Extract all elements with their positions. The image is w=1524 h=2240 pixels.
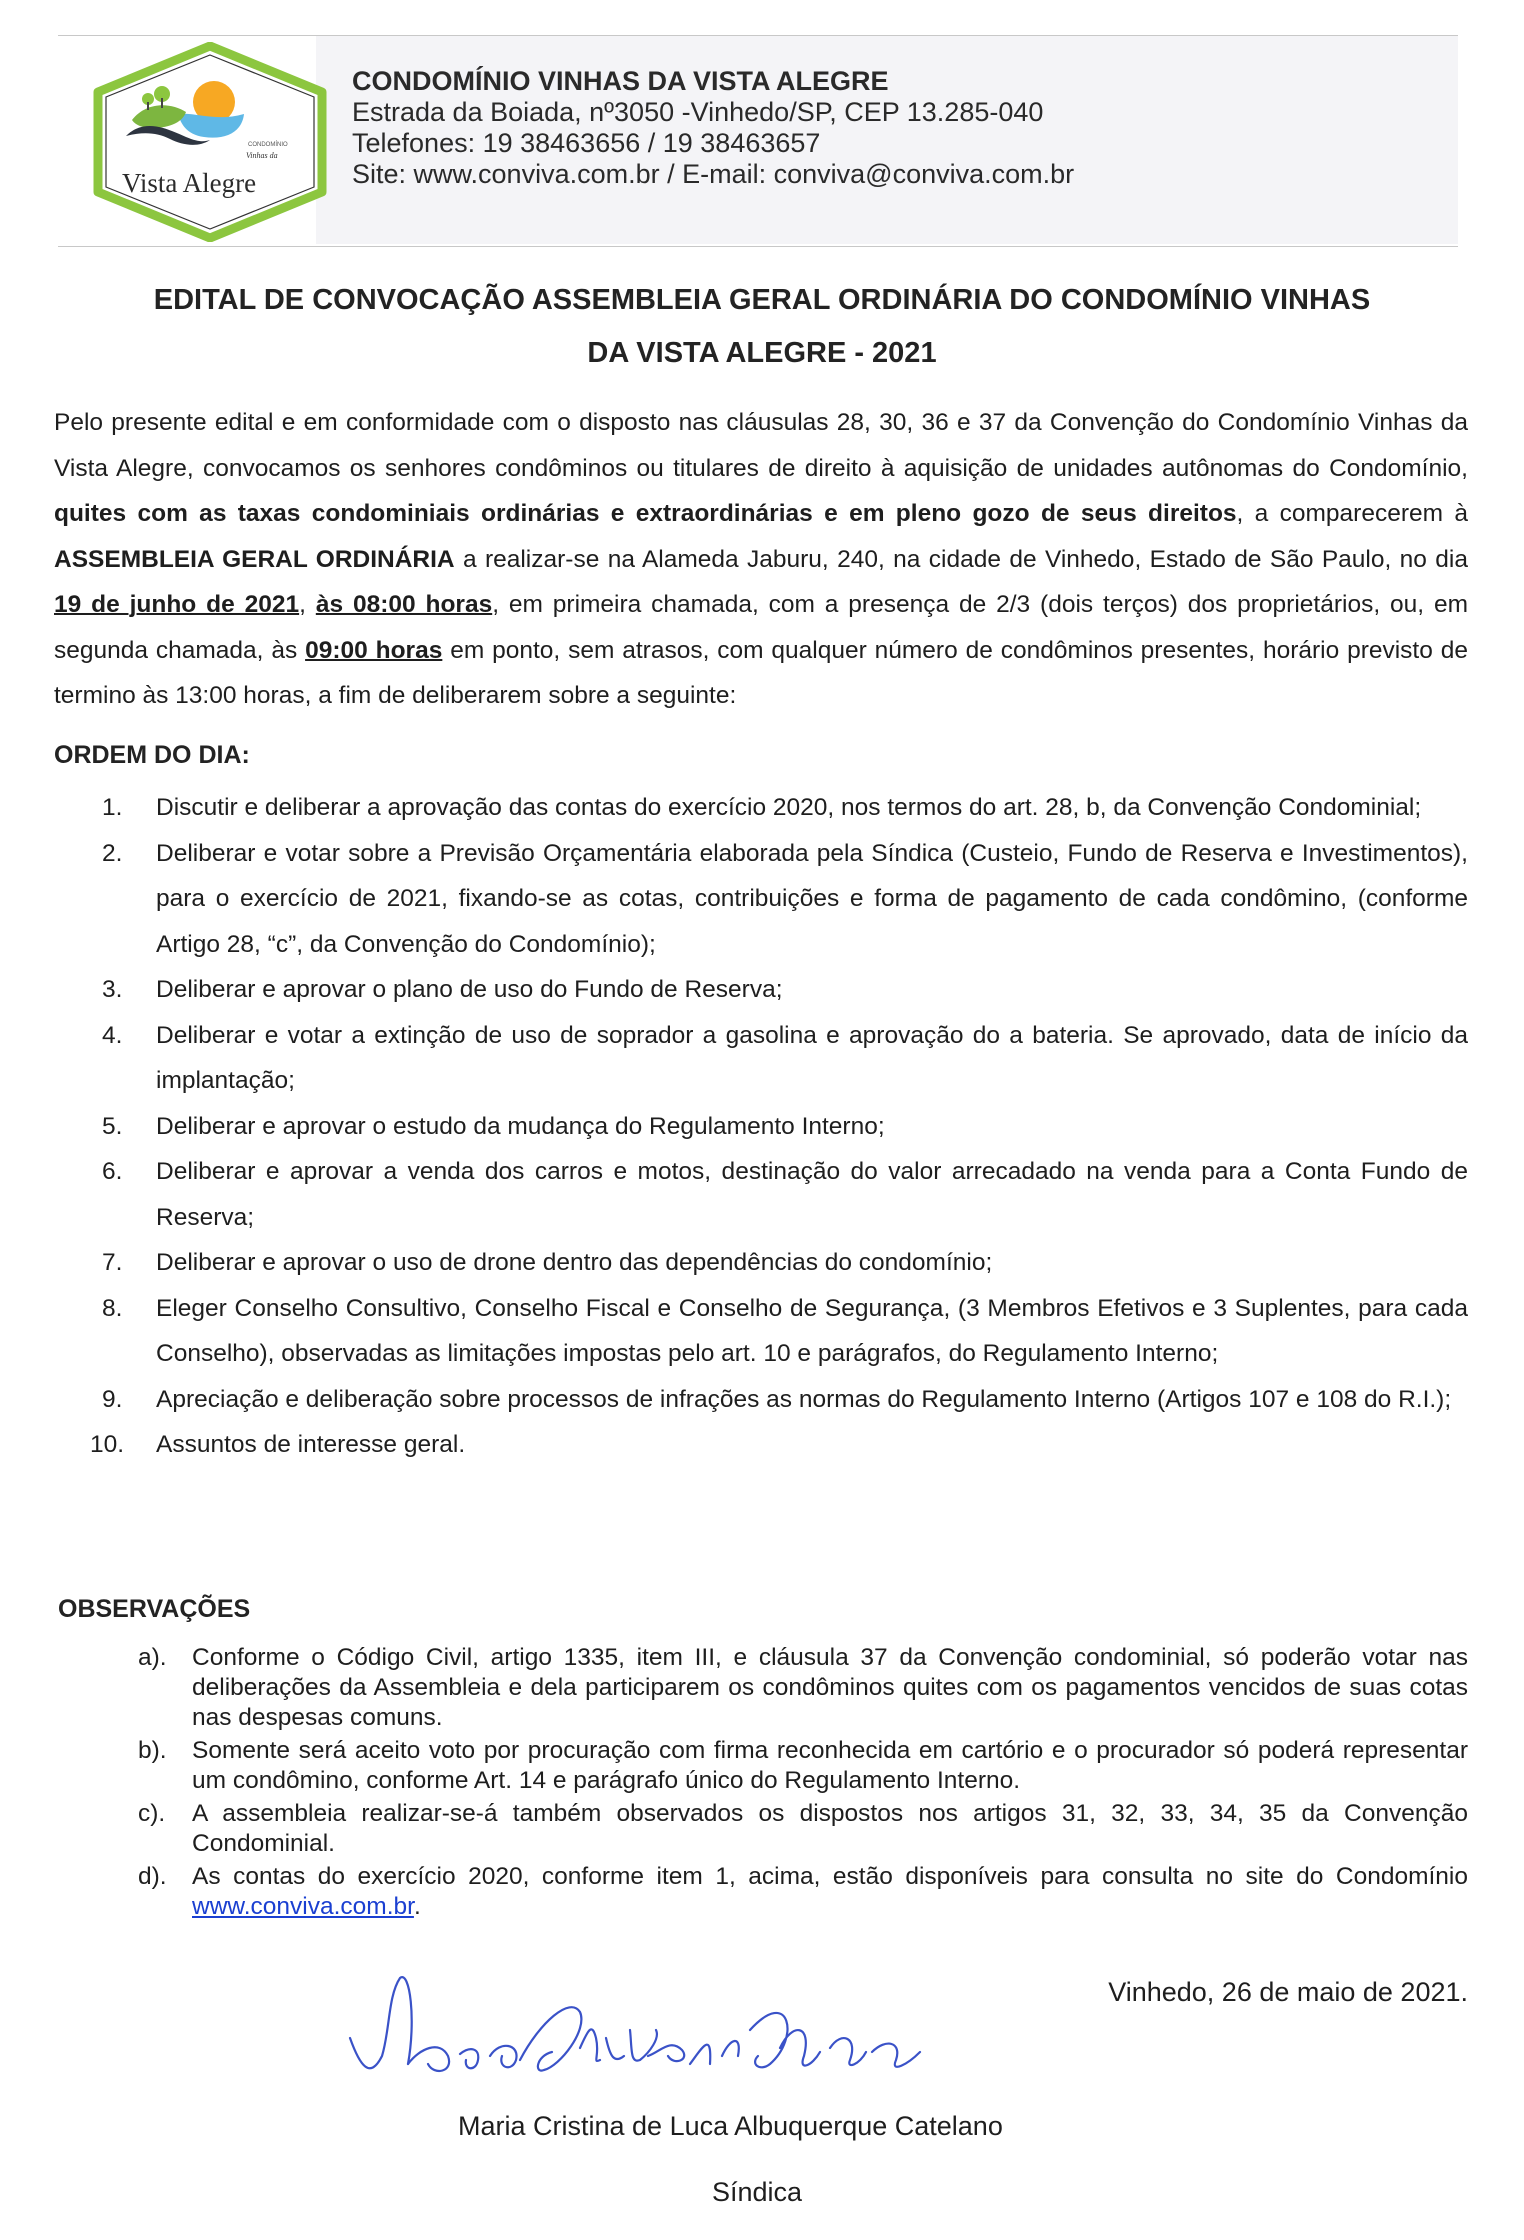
agenda-item-number: 2. [102,839,123,867]
intro-text: , [299,591,316,618]
agenda-item-text: Assuntos de interesse geral. [156,1431,466,1458]
agenda-item [90,1240,1468,1286]
meeting-date: 19 de junho de 2021 [54,591,300,618]
agenda-item-text: Deliberar e aprovar o estudo da mudança do Regulamento Interno; [156,1112,885,1140]
observation-label: d). [138,1863,167,1890]
observation-text: As contas do exercício 2020, conforme item 1, acima, estão disponíveis para consulta no site do Condomínio [192,1863,1468,1890]
agenda-item [90,1286,1468,1377]
observation-label: b). [138,1737,167,1764]
observation-text: Conforme o Código Civil, artigo 1335, item III, e cláusula 37 da Convenção condominial, só poderão votar nas deliberações da Assembleia e dela participarem os condôminos quites com os pagamentos vencidos de suas cotas nas despesas comuns. [192,1644,1468,1731]
title-line-2: DA VISTA ALEGRE - 2021 [587,337,937,369]
agenda-item-number: 8. [102,1294,123,1322]
logo-small-text: Vinhas da [246,151,278,160]
observation-text-tail: . [413,1893,421,1920]
organization-name: CONDOMÍNIO VINHAS DA VISTA ALEGRE [352,66,889,96]
intro-text: , em primeira chamada, com a presença de 2/3 (dois terços) dos proprietários, ou, em segunda chamada, às [54,591,1468,664]
place-and-date: Vinhedo, 26 de maio de 2021. [1108,1977,1468,2007]
intro-text: Pelo presente edital e em conformidade com o disposto nas cláusulas 28, 30, 36 e 37 da Convenção do Condomínio Vinhas da Vista Alegre, convocamos os senhores condôminos ou titulares de direito à aquisição de unidades autônomas do Condomínio, [54,409,1468,482]
agenda-item-text: Deliberar e aprovar o uso de drone dentro das dependências do condomínio; [156,1249,993,1276]
logo-top-text: CONDOMÍNIO [248,142,288,148]
observation-label: c). [138,1800,166,1827]
agenda-item-text: Deliberar e votar a extinção de uso de soprador a gasolina e aprovação do a bateria. Se aprovado, data de início da implantação; [156,1021,1468,1094]
intro-bold-quites: quites com as taxas condominiais ordinárias e extraordinárias e em pleno gozo de seus direitos [54,500,1237,527]
observation-item [126,1799,1468,1859]
agenda-item-text: Eleger Conselho Consultivo, Conselho Fiscal e Conselho de Segurança, (3 Membros Efetivos e 3 Suplentes, para cada Conselho), observadas as limitações impostas pelo art. 10 e parágrafos, do Regulamento Interno; [156,1294,1468,1367]
agenda-item [90,1013,1468,1104]
intro-bold-assembly: ASSEMBLEIA GERAL ORDINÁRIA [54,545,455,573]
agenda-item-number: 3. [102,976,123,1003]
observation-text: Somente será aceito voto por procuração com firma reconhecida em cartório e o procurador só poderá representar um condômino, conforme Art. 14 e parágrafo único do Regulamento Interno. [192,1737,1468,1794]
observation-text: A assembleia realizar-se-á também observados os dispostos nos artigos 31, 32, 33, 34, 35 da Convenção Condominial. [192,1800,1468,1857]
agenda-item-text: Deliberar e aprovar o plano de uso do Fundo de Reserva; [156,976,783,1003]
signer-role: Síndica [712,2177,803,2207]
agenda-item-number: 10. [90,1431,125,1458]
intro-text: , a comparecerem à [1236,500,1468,527]
convocation-paragraph [54,400,1468,719]
organization-phones: Telefones: 19 38463656 / 19 38463657 [352,128,821,158]
signer-name: Maria Cristina de Luca Albuquerque Catelano [458,2111,1003,2141]
logo-main-text: Vista Alegre [122,168,257,198]
agenda-item-number: 9. [102,1385,123,1413]
agenda-item-number: 7. [102,1249,123,1276]
observation-item [126,1643,1468,1733]
agenda-item-number: 6. [102,1158,123,1185]
title-line-1: EDITAL DE CONVOCAÇÃO ASSEMBLEIA GERAL ORDINÁRIA DO CONDOMÍNIO VINHAS [153,284,1371,316]
observation-item [126,1736,1468,1796]
agenda-heading: ORDEM DO DIA: [54,741,250,769]
agenda-item-text: Deliberar e votar sobre a Previsão Orçamentária elaborada pela Síndica (Custeio, Fundo de Reserva e Investimentos), para o exercício de 2021, fixando-se as cotas, contribuições e forma de pagamento de cada condômino, (conforme Artigo 28, “c”, da Convenção do Condomínio); [156,839,1468,958]
document-title [60,274,1464,380]
observations-list [126,1643,1468,1925]
agenda-item [90,1104,1468,1150]
organization-contact: Site: www.conviva.com.br / E-mail: conviva@conviva.com.br [352,159,1075,189]
observation-label: a). [138,1644,167,1671]
intro-text: em ponto, sem atrasos, com qualquer número de condôminos presentes, horário previsto de termino às 13:00 horas, a fim de deliberarem sobre a seguinte: [54,636,1468,709]
agenda-item [90,785,1468,831]
intro-text: a realizar-se na Alameda Jaburu, 240, na cidade de Vinhedo, Estado de São Paulo, no dia [454,545,1468,573]
agenda-item [90,831,1468,968]
agenda-item-number: 4. [102,1021,123,1049]
agenda-item-text: Deliberar e aprovar a venda dos carros e motos, destinação do valor arrecadado na venda para a Conta Fundo de Reserva; [156,1158,1468,1231]
condominium-logo [86,42,334,242]
agenda-item [90,1149,1468,1240]
agenda-item [90,967,1468,1013]
observations-heading: OBSERVAÇÕES [58,1595,251,1623]
first-call-time: às 08:00 horas [315,591,493,618]
second-call-time: 09:00 horas [305,636,443,664]
agenda-item-text: Apreciação e deliberação sobre processos de infrações as normas do Regulamento Interno (Artigos 107 e 108 do R.I.); [156,1385,1452,1413]
organization-address: Estrada da Boiada, nº3050 -Vinhedo/SP, CEP 13.285-040 [352,97,1044,127]
agenda-item [90,1377,1468,1423]
agenda-list [90,785,1468,1468]
agenda-item-text: Discutir e deliberar a aprovação das contas do exercício 2020, nos termos do art. 28, b, da Convenção Condominial; [156,794,1422,821]
agenda-item-number: 5. [102,1112,123,1140]
agenda-item [90,1422,1468,1468]
website-link[interactable]: www.conviva.com.br [192,1893,414,1920]
observation-item [126,1862,1468,1922]
agenda-item-number: 1. [102,794,123,821]
letterhead-info [352,66,1074,190]
handwritten-signature [330,1968,1030,2086]
